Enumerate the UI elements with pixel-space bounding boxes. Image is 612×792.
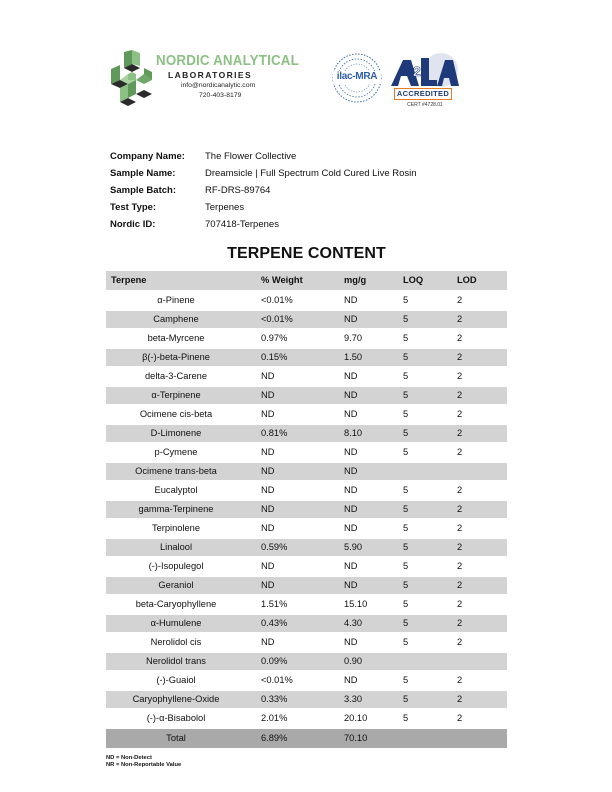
loq-value: 5 — [403, 637, 409, 647]
weight-percent: ND — [261, 409, 275, 419]
mg-per-g: 9.70 — [344, 333, 363, 343]
mg-per-g: 1.50 — [344, 352, 363, 362]
info-value: The Flower Collective — [205, 151, 297, 162]
terpene-name: (-)-α-Bisabolol — [146, 713, 206, 723]
lod-value: 2 — [457, 675, 463, 685]
table-row — [106, 634, 507, 651]
terpene-name: Geraniol — [158, 580, 194, 590]
legend-nr: NR = Non-Reportable Value — [106, 762, 182, 768]
lod-value: 2 — [457, 428, 463, 438]
loq-value: 5 — [403, 694, 409, 704]
mg-per-g: 5.90 — [344, 542, 363, 552]
ilac-mra-badge — [331, 52, 383, 104]
ilac-mra-text: ilac-MRA — [336, 71, 378, 82]
weight-percent: ND — [261, 504, 275, 514]
terpene-name: (-)-Guaiol — [156, 675, 196, 685]
lod-value: 2 — [457, 599, 463, 609]
column-header-terpene: Terpene — [111, 275, 147, 285]
table-row — [106, 710, 507, 727]
table-row — [106, 691, 507, 708]
lab-name: NORDIC ANALYTICAL — [156, 53, 299, 69]
info-value: RF-DRS-89764 — [205, 185, 271, 196]
weight-percent: 0.81% — [261, 428, 288, 438]
terpene-name: α-Terpinene — [151, 390, 201, 400]
terpene-name: α-Pinene — [157, 295, 195, 305]
weight-percent: ND — [261, 390, 275, 400]
lod-value: 2 — [457, 713, 463, 723]
mg-per-g: 20.10 — [344, 713, 368, 723]
loq-value: 5 — [403, 295, 409, 305]
terpene-name: Nerolidol cis — [150, 637, 202, 647]
loq-value: 5 — [403, 580, 409, 590]
weight-percent: ND — [261, 580, 275, 590]
terpene-name: Camphene — [153, 314, 199, 324]
loq-value: 5 — [403, 561, 409, 571]
accredited-label: ACCREDITED — [394, 88, 452, 100]
info-value: Dreamsicle | Full Spectrum Cold Cured Live Rosin — [205, 168, 417, 179]
lod-value: 2 — [457, 352, 463, 362]
table-row — [106, 596, 507, 613]
loq-value: 5 — [403, 523, 409, 533]
terpene-name: Ocimene cis-beta — [139, 409, 213, 419]
table-row — [106, 463, 507, 480]
hexagon-cube-logo-icon — [108, 50, 156, 106]
loq-value: 5 — [403, 618, 409, 628]
weight-percent: ND — [261, 371, 275, 381]
mg-per-g: ND — [344, 409, 358, 419]
mg-per-g: 4.30 — [344, 618, 363, 628]
weight-percent: 0.59% — [261, 542, 288, 552]
column-header-lod: LOD — [457, 275, 477, 285]
column-header-loq: LOQ — [403, 275, 424, 285]
weight-percent: 1.51% — [261, 599, 288, 609]
terpene-name: Nerolidol trans — [146, 656, 206, 666]
weight-percent: 2.01% — [261, 713, 288, 723]
lod-value: 2 — [457, 618, 463, 628]
weight-percent: 0.97% — [261, 333, 288, 343]
table-row — [106, 387, 507, 404]
terpene-table — [106, 271, 507, 750]
a2la-logo-icon — [389, 52, 461, 90]
terpene-name: Linalool — [159, 542, 193, 552]
terpene-name: α-Humulene — [150, 618, 202, 628]
mg-per-g: ND — [344, 561, 358, 571]
legend-nd: ND = Non-Detect — [106, 755, 152, 761]
total-label: Total — [166, 733, 186, 743]
mg-per-g: ND — [344, 466, 358, 476]
lab-subtitle: LABORATORIES — [168, 70, 253, 80]
terpene-name: Eucalyptol — [154, 485, 198, 495]
lod-value: 2 — [457, 333, 463, 343]
loq-value: 5 — [403, 409, 409, 419]
loq-value: 5 — [403, 333, 409, 343]
lod-value: 2 — [457, 409, 463, 419]
table-row — [106, 292, 507, 309]
terpene-name: β(-)-beta-Pinene — [142, 352, 210, 362]
table-row — [106, 577, 507, 594]
terpene-name: beta-Caryophyllene — [135, 599, 217, 609]
info-label: Sample Batch: — [110, 185, 176, 196]
loq-value: 5 — [403, 542, 409, 552]
lab-phone: 720-403-8179 — [199, 92, 242, 99]
mg-per-g: 8.10 — [344, 428, 363, 438]
mg-per-g: ND — [344, 371, 358, 381]
total-mgg: 70.10 — [344, 733, 368, 743]
lab-email: info@nordicanalytic.com — [181, 82, 256, 89]
loq-value: 5 — [403, 390, 409, 400]
weight-percent: 0.33% — [261, 694, 288, 704]
weight-percent: ND — [261, 485, 275, 495]
terpene-name: Terpinolene — [151, 523, 201, 533]
loq-value: 5 — [403, 447, 409, 457]
table-row — [106, 501, 507, 518]
table-row — [106, 520, 507, 537]
terpene-name: gamma-Terpinene — [138, 504, 214, 514]
terpene-name: delta-3-Carene — [144, 371, 207, 381]
weight-percent: 0.09% — [261, 656, 288, 666]
loq-value: 5 — [403, 314, 409, 324]
table-row — [106, 615, 507, 632]
table-total-row — [106, 729, 507, 748]
mg-per-g: ND — [344, 295, 358, 305]
legend — [106, 755, 181, 769]
mg-per-g: ND — [344, 675, 358, 685]
table-row — [106, 368, 507, 385]
weight-percent: 0.15% — [261, 352, 288, 362]
weight-percent: <0.01% — [261, 675, 293, 685]
loq-value: 5 — [403, 504, 409, 514]
mg-per-g: ND — [344, 523, 358, 533]
table-row — [106, 330, 507, 347]
weight-percent: ND — [261, 447, 275, 457]
lod-value: 2 — [457, 485, 463, 495]
info-label: Nordic ID: — [110, 219, 156, 230]
weight-percent: ND — [261, 523, 275, 533]
lod-value: 2 — [457, 295, 463, 305]
cert-number: CERT #4728.01 — [407, 102, 443, 108]
weight-percent: 0.43% — [261, 618, 288, 628]
lod-value: 2 — [457, 314, 463, 324]
loq-value: 5 — [403, 371, 409, 381]
a2la-accredited-badge — [389, 52, 461, 110]
lod-value: 2 — [457, 447, 463, 457]
terpene-name: (-)-Isopulegol — [148, 561, 204, 571]
loq-value: 5 — [403, 713, 409, 723]
info-label: Company Name: — [110, 151, 185, 162]
weight-percent: ND — [261, 466, 275, 476]
lod-value: 2 — [457, 390, 463, 400]
table-row — [106, 311, 507, 328]
mg-per-g: 0.90 — [344, 656, 363, 666]
terpene-name: D-Limonene — [150, 428, 202, 438]
table-row — [106, 349, 507, 366]
loq-value: 5 — [403, 485, 409, 495]
mg-per-g: ND — [344, 314, 358, 324]
column-header-weight: % Weight — [261, 275, 303, 285]
section-title: TERPENE CONTENT — [227, 245, 386, 262]
total-weight: 6.89% — [261, 733, 288, 743]
loq-value: 5 — [403, 352, 409, 362]
lod-value: 2 — [457, 523, 463, 533]
mg-per-g: ND — [344, 504, 358, 514]
weight-percent: ND — [261, 637, 275, 647]
lod-value: 2 — [457, 694, 463, 704]
weight-percent: <0.01% — [261, 295, 293, 305]
terpene-name: p-Cymene — [154, 447, 198, 457]
table-row — [106, 539, 507, 556]
table-row — [106, 482, 507, 499]
lod-value: 2 — [457, 580, 463, 590]
terpene-name: Ocimene trans-beta — [135, 466, 217, 476]
lod-value: 2 — [457, 542, 463, 552]
info-value: Terpenes — [205, 202, 245, 213]
mg-per-g: ND — [344, 447, 358, 457]
lod-value: 2 — [457, 561, 463, 571]
mg-per-g: ND — [344, 580, 358, 590]
info-label: Test Type: — [110, 202, 157, 213]
table-row — [106, 425, 507, 442]
lod-value: 2 — [457, 371, 463, 381]
table-row — [106, 672, 507, 689]
table-row — [106, 558, 507, 575]
nordic-analytical-logo — [108, 50, 298, 106]
loq-value: 5 — [403, 599, 409, 609]
table-header — [106, 271, 507, 290]
mg-per-g: 15.10 — [344, 599, 368, 609]
column-header-mgg: mg/g — [344, 275, 367, 285]
table-row — [106, 406, 507, 423]
svg-text:2: 2 — [413, 63, 421, 79]
loq-value: 5 — [403, 675, 409, 685]
terpene-name: beta-Myrcene — [147, 333, 205, 343]
mg-per-g: 3.30 — [344, 694, 363, 704]
loq-value: 5 — [403, 428, 409, 438]
mg-per-g: ND — [344, 637, 358, 647]
weight-percent: ND — [261, 561, 275, 571]
weight-percent: <0.01% — [261, 314, 293, 324]
lod-value: 2 — [457, 504, 463, 514]
info-label: Sample Name: — [110, 168, 176, 179]
mg-per-g: ND — [344, 485, 358, 495]
info-value: 707418-Terpenes — [205, 219, 279, 230]
table-row — [106, 444, 507, 461]
terpene-name: Caryophyllene-Oxide — [132, 694, 220, 704]
table-row — [106, 653, 507, 670]
mg-per-g: ND — [344, 390, 358, 400]
lod-value: 2 — [457, 637, 463, 647]
